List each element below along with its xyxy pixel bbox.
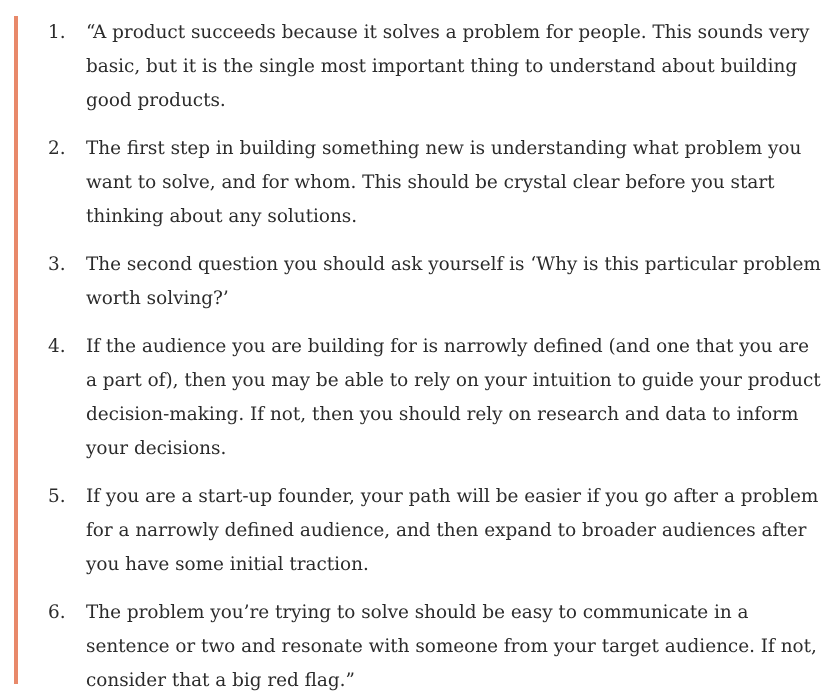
- blockquote: [14, 16, 824, 691]
- list-item-text: The problem you’re trying to solve should be easy to communicate in a sentence or two and resonate with someone from your target audience. If not, consider that a big red flag.”: [86, 602, 817, 691]
- list-item-number: 3.: [48, 254, 66, 275]
- list-item: [48, 248, 824, 316]
- list-item-number: 2.: [48, 138, 66, 159]
- list-item-number: 4.: [48, 336, 66, 357]
- list-item: [48, 330, 824, 466]
- list-item: [48, 480, 824, 582]
- numbered-list: [48, 16, 824, 698]
- list-item-text: “A product succeeds because it solves a problem for people. This sounds very basic, but it is the single most important thing to understand about building good products.: [86, 22, 810, 111]
- list-item: [48, 596, 824, 698]
- list-item-number: 6.: [48, 602, 66, 623]
- list-item-number: 5.: [48, 486, 66, 507]
- list-item: [48, 16, 824, 118]
- list-item-text: The second question you should ask yourself is ‘Why is this particular problem worth solving?’: [86, 254, 821, 309]
- list-item-text: If you are a start-up founder, your path will be easier if you go after a problem for a narrowly defined audience, and then expand to broader audiences after you have some initial traction.: [86, 486, 819, 575]
- list-item-number: 1.: [48, 22, 66, 43]
- list-item: [48, 132, 824, 234]
- list-item-text: If the audience you are building for is narrowly defined (and one that you are a part of), then you may be able to rely on your intuition to guide your product decision-making. If not, then you should rely on research and data to inform your decisions.: [86, 336, 821, 459]
- list-item-text: The first step in building something new is understanding what problem you want to solve, and for whom. This should be crystal clear before you start thinking about any solutions.: [86, 138, 802, 227]
